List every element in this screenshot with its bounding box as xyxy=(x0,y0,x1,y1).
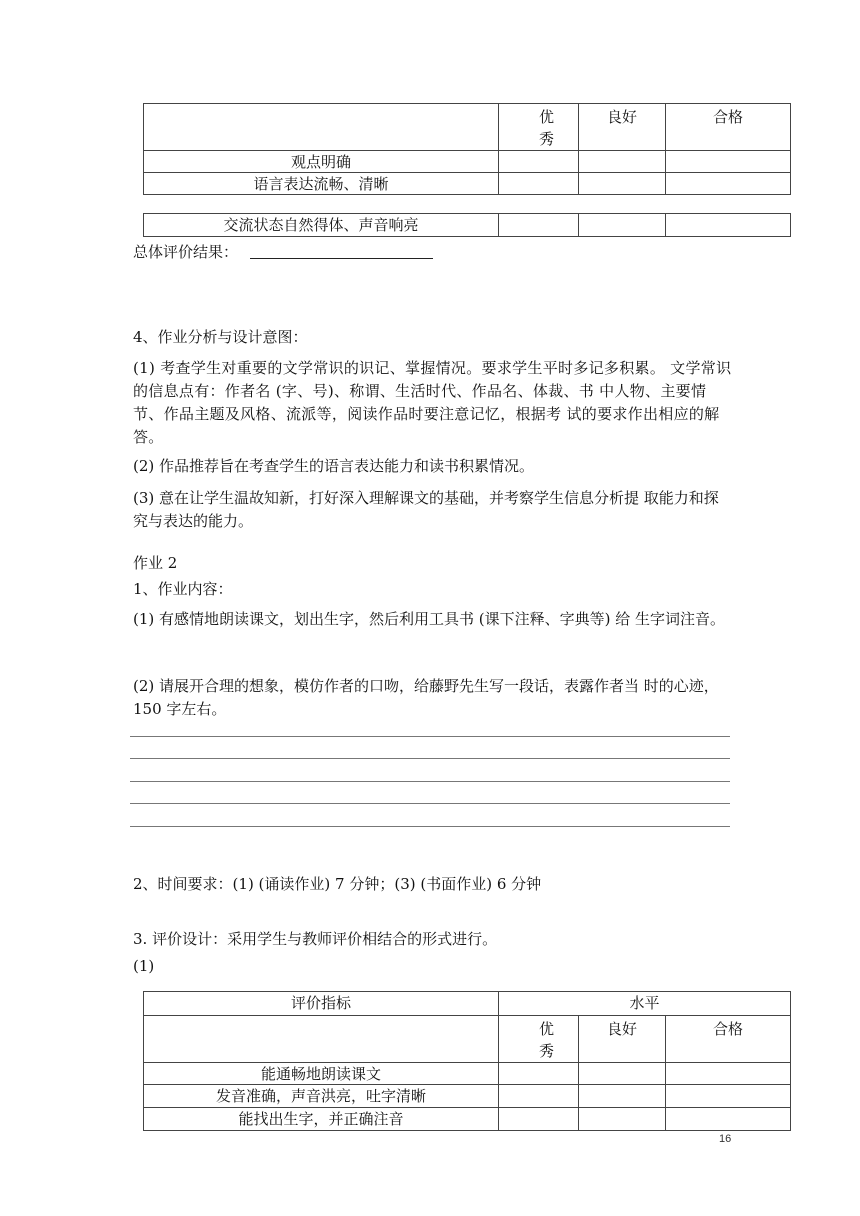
criterion-row-2: 语言表达流畅、清晰 xyxy=(144,173,499,195)
criterion-row-1: 观点明确 xyxy=(144,151,499,173)
analysis-paragraph-3: (3) 意在让学生温故知新，打好深入理解课文的基础，并考察学生信息分析提 取能力和探究与表达的能力。 xyxy=(133,489,719,530)
analysis-paragraph-1: (1) 考查学生对重要的文学常识的识记、掌握情况。要求学生平时多记多积累。 文学常识的信息点有：作者名 (字、号)、称谓、生活时代、作品名、体裁、书 中人物、主要情节、作品主题及风格、流派等，阅读作品时要注意记忆，根据考 试的要求作出相应的解答。 xyxy=(133,359,732,446)
writing-line xyxy=(130,826,730,827)
evaluation-table-1-extra-row xyxy=(143,213,791,237)
time-requirement: 2、时间要求：(1) (诵读作业) 7 分钟；(3) (书面作业) 6 分钟 xyxy=(133,875,542,893)
level-pass-header: 合格 xyxy=(666,1016,791,1063)
level-header: 水平 xyxy=(499,992,791,1016)
evaluation-table-2 xyxy=(143,991,791,1131)
writing-line xyxy=(130,736,730,737)
homework-item-2: (2) 请展开合理的想象，模仿作者的口吻，给藤野先生写一段话，表露作者当 时的心迹，150 字左右。 xyxy=(133,677,719,718)
criterion-row-2: 发音准确，声音洪亮，吐字清晰 xyxy=(144,1085,499,1108)
page-number: 16 xyxy=(719,1133,732,1145)
evaluation-table-1 xyxy=(143,103,791,195)
level-pass-header: 合格 xyxy=(666,104,791,151)
writing-line xyxy=(130,803,730,804)
criterion-row-1: 能通畅地朗读课文 xyxy=(144,1063,499,1085)
criterion-row-3: 交流状态自然得体、声音响亮 xyxy=(144,214,499,237)
level-excellent-header: 优秀 xyxy=(499,1016,579,1063)
level-good-header: 良好 xyxy=(579,104,666,151)
section-4-heading: 4、作业分析与设计意图： xyxy=(133,328,308,346)
criteria-header: 评价指标 xyxy=(144,992,499,1016)
homework-2-title: 作业 2 xyxy=(133,554,178,572)
writing-line xyxy=(130,781,730,782)
homework-content-heading: 1、作业内容： xyxy=(133,580,233,598)
evaluation-design: 3. 评价设计：采用学生与教师评价相结合的形式进行。 xyxy=(133,930,498,948)
empty-header-cell xyxy=(144,104,499,151)
writing-line xyxy=(130,758,730,759)
level-good-header: 良好 xyxy=(579,1016,666,1063)
overall-result-label: 总体评价结果： xyxy=(133,243,239,261)
level-excellent-header: 优秀 xyxy=(499,104,579,151)
criterion-row-3: 能找出生字，并正确注音 xyxy=(144,1108,499,1131)
overall-result-blank xyxy=(250,258,433,259)
homework-item-1: (1) 有感情地朗读课文，划出生字，然后利用工具书 (课下注释、字典等) 给 生字词注音。 xyxy=(133,610,726,628)
evaluation-subitem-label: (1) xyxy=(133,957,155,975)
analysis-paragraph-2: (2) 作品推荐旨在考查学生的语言表达能力和读书积累情况。 xyxy=(133,457,535,475)
